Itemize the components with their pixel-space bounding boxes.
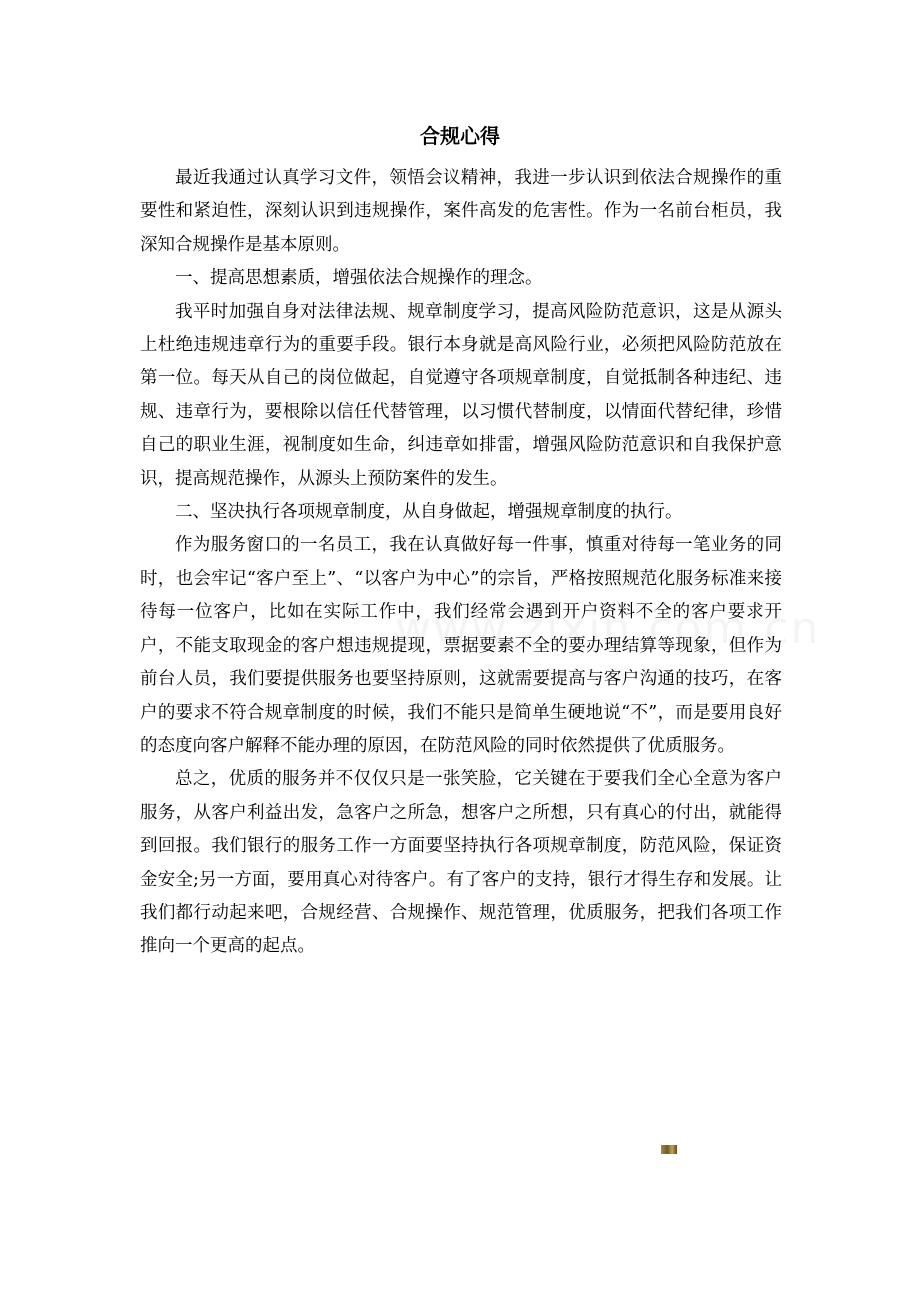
- paragraph-conclusion: 总之，优质的服务并不仅仅只是一张笑脸，它关键在于要我们全心全意为客户服务，从客户利益出发，急客户之所急，想客户之所想，只有真心的付出，就能得到回报。我们银行的服务工作一方面要坚持执行各项规章制度，防范风险，保证资金安全;另一方面，要用真心对待客户。有了客户的支持，银行才得生存和发展。让我们都行动起来吧，合规经营、合规操作、规范管理，优质服务，把我们各项工作推向一个更高的起点。: [140, 769, 782, 957]
- section-heading-1: 一、提高思想素质，增强依法合规操作的理念。: [175, 268, 543, 289]
- paragraph-section-2: 作为服务窗口的一名员工，我在认真做好每一件事，慎重对待每一笔业务的同时，也会牢记“客户至上”、“以客户为中心”的宗旨，严格按照规范化服务标准来接待每一位客户，比如在实际工作中，我们经常会遇到开户资料不全的客户要求开户，不能支取现金的客户想违规提现，票据要素不全的要办理结算等现象，但作为前台人员，我们要提供服务也要坚持原则，这就需要提高与客户沟通的技巧，在客户的要求不符合规章制度的时候，我们不能只是简单生硬地说“不”，而是要用良好的态度向客户解释不能办理的原因，在防范风险的同时依然提供了优质服务。: [140, 535, 782, 756]
- document-body: [140, 162, 782, 964]
- paragraph-intro: 最近我通过认真学习文件，领悟会议精神，我进一步认识到依法合规操作的重要性和紧迫性，深刻认识到违规操作，案件高发的危害性。作为一名前台柜员，我深知合规操作是基本原则。: [140, 168, 782, 255]
- small-image-mark: [661, 1145, 677, 1154]
- paragraph-section-1: 我平时加强自身对法律法规、规章制度学习，提高风险防范意识，这是从源头上杜绝违规违章行为的重要手段。银行本身就是高风险行业，必须把风险防范放在第一位。每天从自己的岗位做起，自觉遵守各项规章制度，自觉抵制各种违纪、违规、违章行为，要根除以信任代替管理，以习惯代替制度，以情面代替纪律，珍惜自己的职业生涯，视制度如生命，纠违章如排雷，增强风险防范意识和自我保护意识，提高规范操作，从源头上预防案件的发生。: [140, 301, 782, 489]
- document-title: 合规心得: [420, 124, 500, 148]
- section-heading-2: 二、坚决执行各项规章制度，从自身做起，增强规章制度的执行。: [175, 502, 683, 523]
